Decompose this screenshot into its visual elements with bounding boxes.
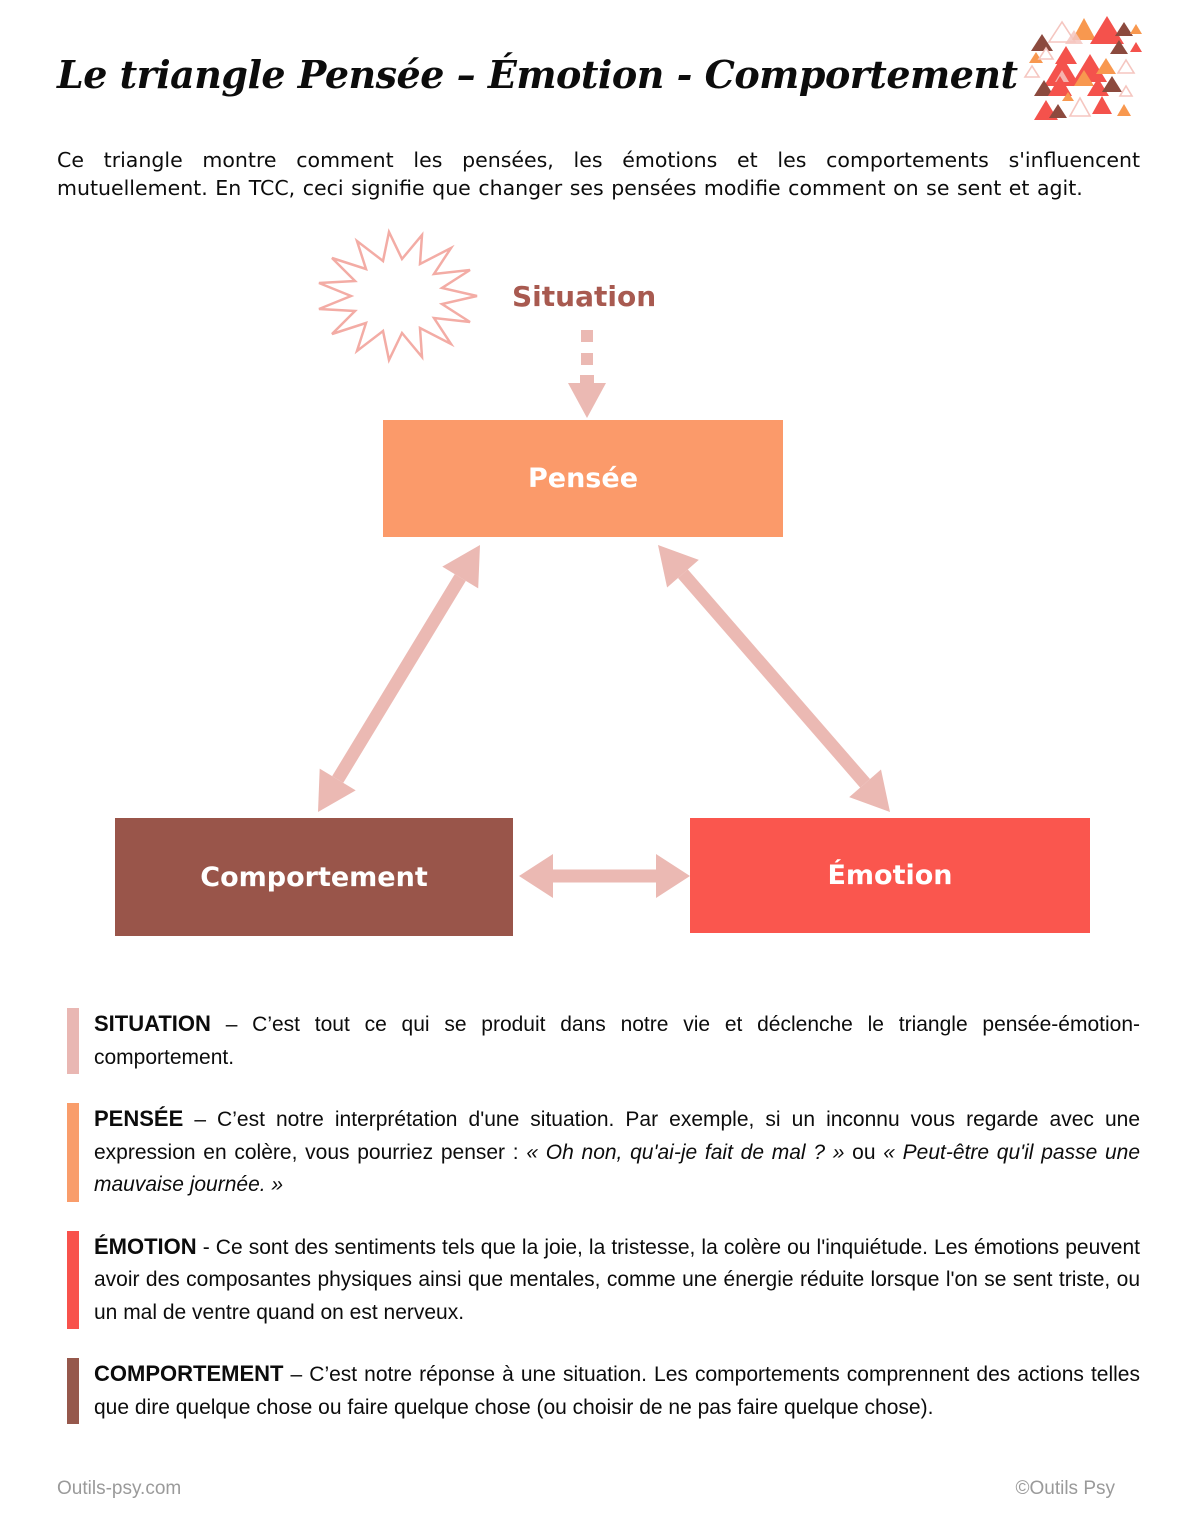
definition-text: PENSÉE – C’est notre interprétation d'une situation. Par exemple, si un inconnu vous regarde avec une expression en colère, vous pourriez penser : « Oh non, qu'ai-je fait de mal ? » ou « Peut-être qu'il passe une mauvaise journée. » <box>94 1106 1141 1196</box>
page-footer <box>57 1478 1115 1500</box>
footer-site-name: Outils-psy.com <box>57 1478 182 1499</box>
definition-situation <box>67 1008 1140 1074</box>
definition-text: COMPORTEMENT – C’est notre réponse à une situation. Les comportements comprennent des actions telles que dire quelque chose ou faire quelque chose (ou choisir de ne pas faire quelque chose). <box>94 1361 1140 1419</box>
starburst-shape <box>313 228 483 368</box>
triangles-logo-icon <box>1022 8 1144 130</box>
dashed-arrow-segment <box>581 330 593 342</box>
definition-color-bar <box>67 1358 79 1424</box>
definition-text: ÉMOTION - Ce sont des sentiments tels que la joie, la tristesse, la colère ou l'inquiétude. Les émotions peuvent avoir des composantes physiques ainsi que mentales, comme une énergie réduite lorsque l'on se sent triste, ou un mal de ventre quand on est nerveux. <box>94 1233 1140 1324</box>
node-pensee: Pensée <box>383 420 783 537</box>
node-comportement: Comportement <box>115 818 513 936</box>
situation-label: Situation <box>512 280 657 313</box>
definition-comportement <box>67 1358 1140 1424</box>
definition-emotion <box>67 1231 1140 1330</box>
definition-color-bar <box>67 1103 79 1202</box>
node-emotion: Émotion <box>690 818 1090 933</box>
page-title: Le triangle Pensée – Émotion - Comportement <box>57 52 1018 97</box>
definition-pensee <box>67 1103 1140 1202</box>
footer-copyright: ©Outils Psy <box>1015 1478 1115 1499</box>
dashed-arrow-segment <box>581 353 593 365</box>
definitions-section <box>67 1008 1140 1453</box>
definition-color-bar <box>67 1231 79 1330</box>
definition-color-bar <box>67 1008 79 1074</box>
definition-text: SITUATION – C’est tout ce qui se produit dans notre vie et déclenche le triangle pensée-émotion-comportement. <box>94 1011 1140 1069</box>
cbt-triangle-diagram <box>0 225 1196 960</box>
down-arrowhead-icon <box>568 383 606 418</box>
dashed-arrow-segment <box>580 375 594 387</box>
intro-paragraph: Ce triangle montre comment les pensées, les émotions et les comportements s'influencent mutuellement. En TCC, ceci signifie que changer ses pensées modifie comment on se sent et agit. <box>57 148 1140 200</box>
